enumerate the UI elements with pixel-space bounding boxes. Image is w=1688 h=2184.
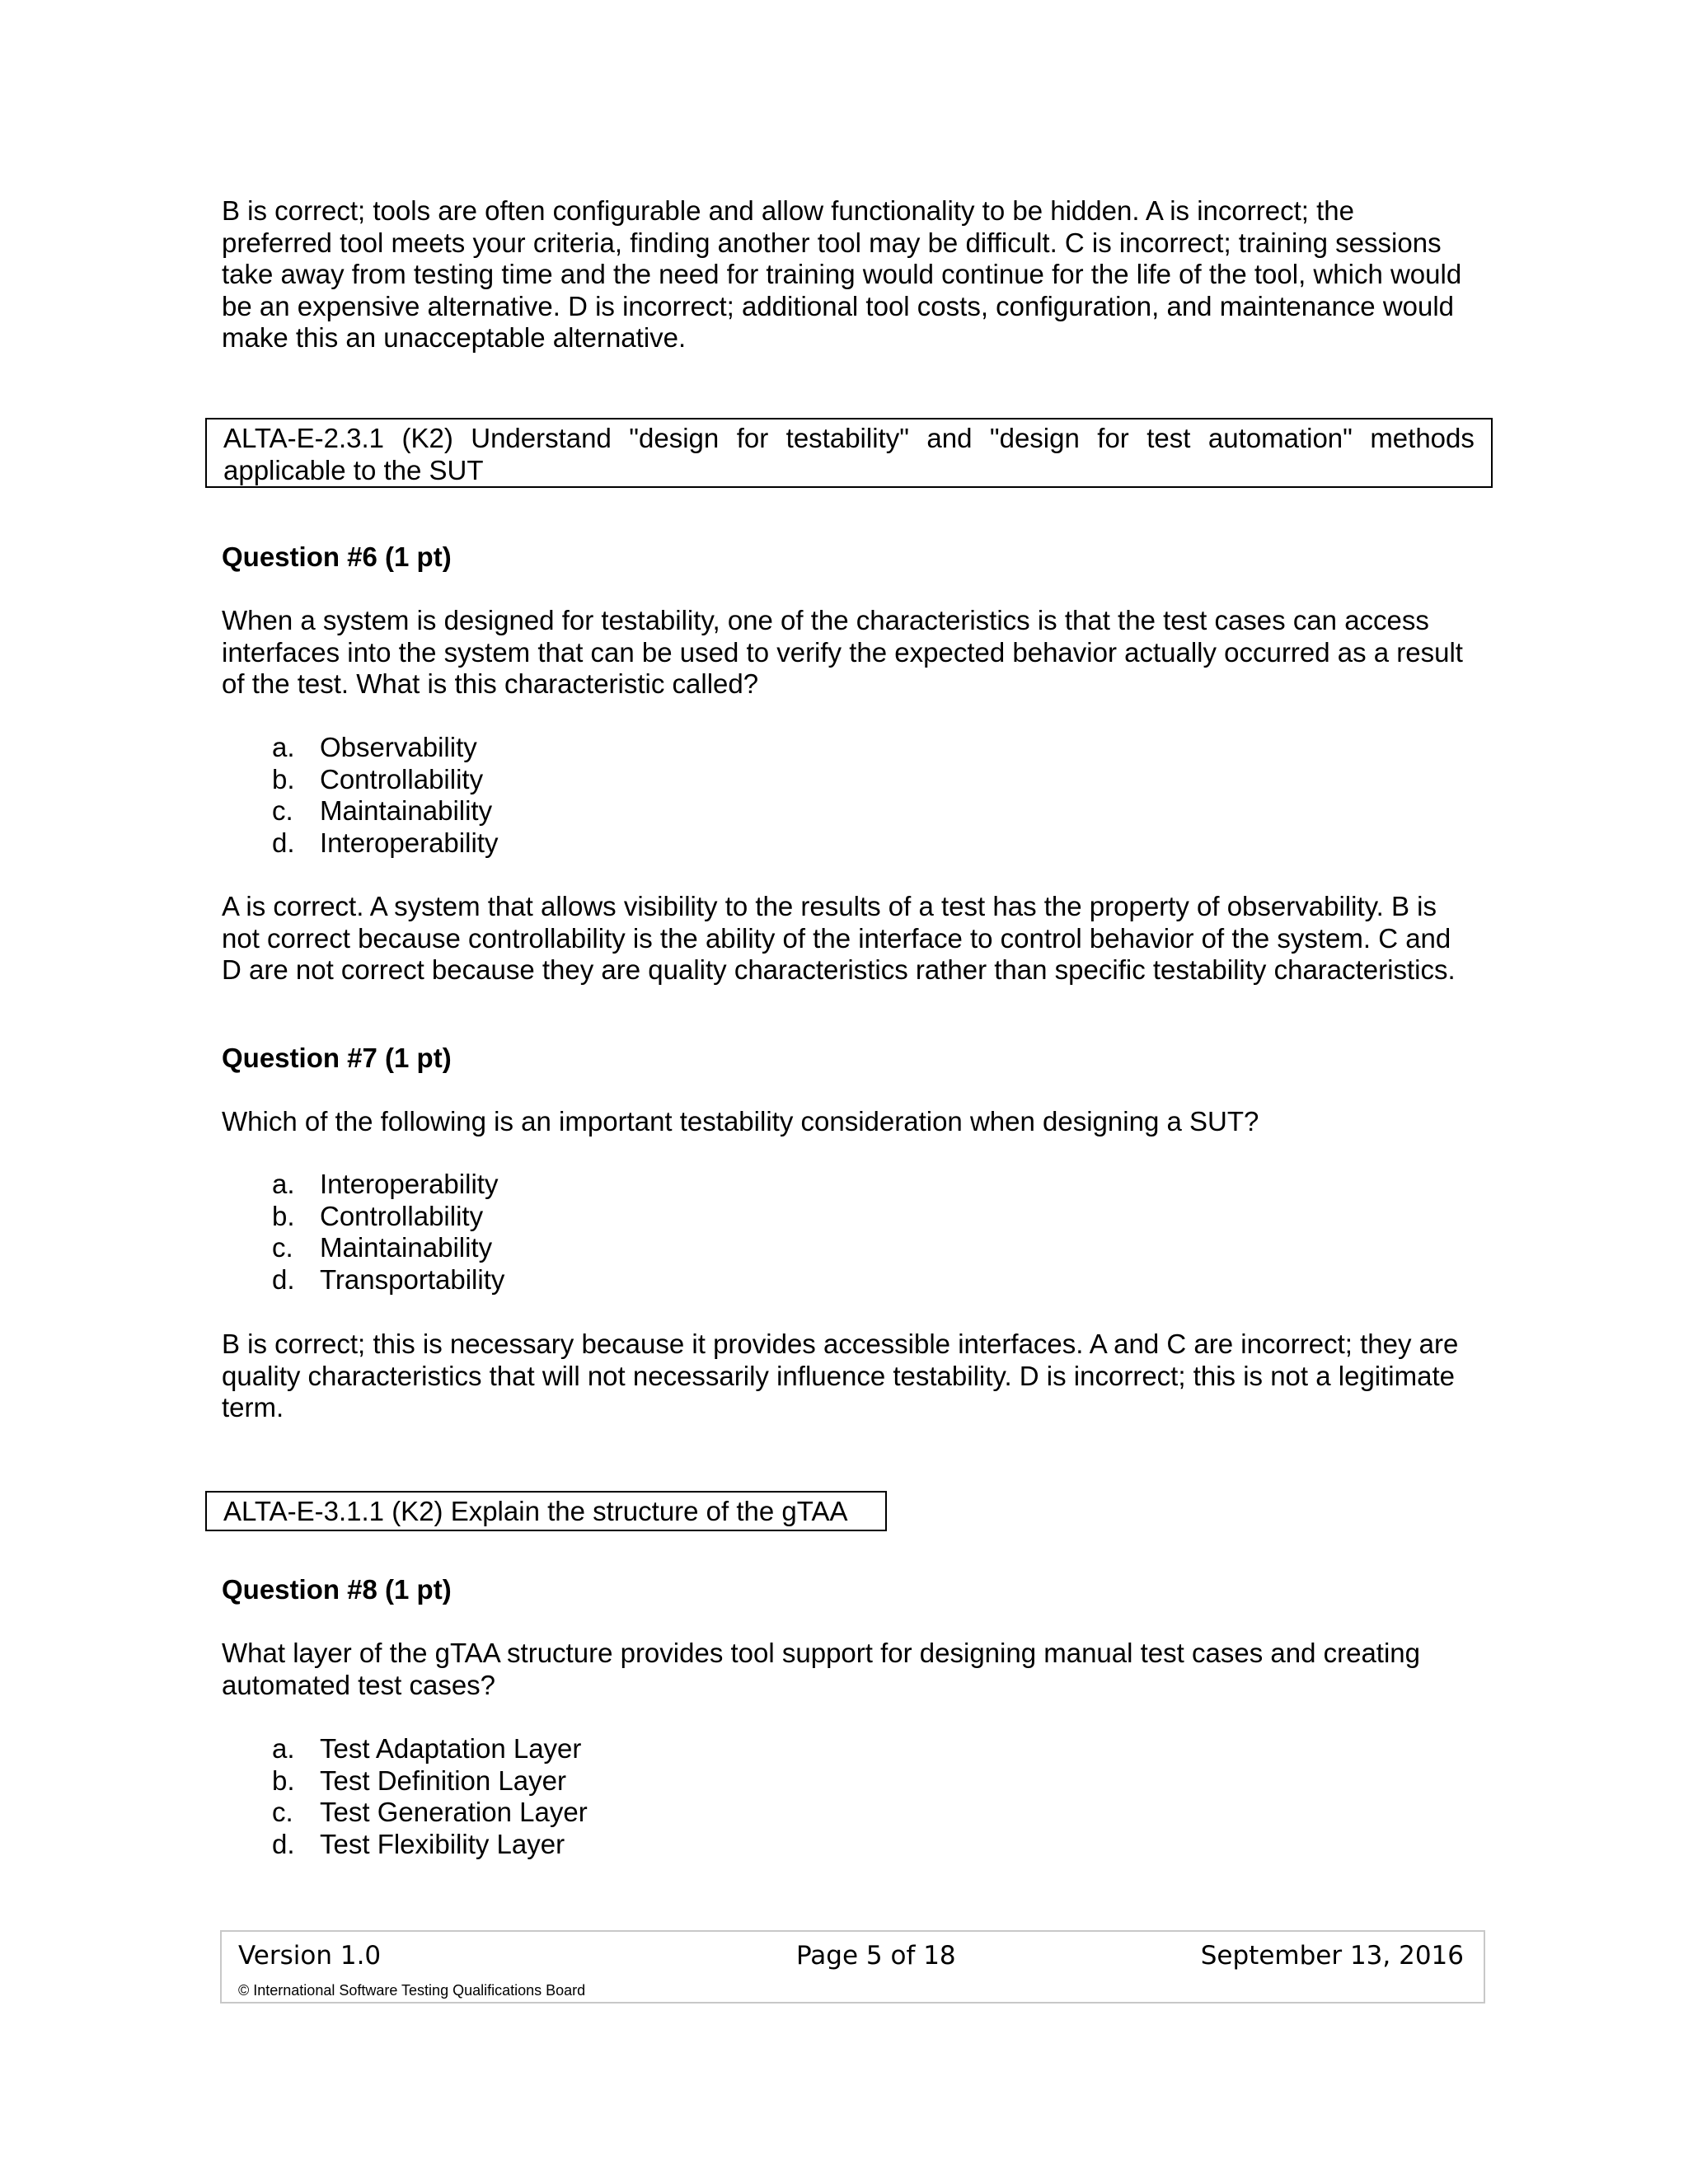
question-6-explanation [222, 891, 1483, 987]
option-letter: c. [272, 795, 293, 826]
option-letter: a. [272, 1169, 295, 1199]
intro-explanation [222, 195, 1483, 354]
text-line: quality characteristics that will not necessarily influence testability. D is incorrect; this is not a legitimate [222, 1360, 1456, 1391]
text-line: automated test cases? [222, 1669, 496, 1700]
text-line: A is correct. A system that allows visibility to the results of a test has the property of observability. B is [222, 891, 1437, 921]
option-letter: c. [272, 1797, 293, 1827]
option-letter: b. [272, 763, 295, 794]
objective-word: Understand [471, 423, 612, 453]
question-8-stem [222, 1638, 1483, 1701]
option-letter: b. [272, 1765, 295, 1796]
option-text: Controllability [320, 1200, 484, 1231]
text-line: not correct because controllability is the ability of the interface to control behavior of the system. C and [222, 922, 1451, 954]
option-text: Test Adaptation Layer [320, 1733, 582, 1764]
option-letter: d. [272, 827, 295, 858]
question-8-options [272, 1733, 588, 1860]
objective-word: for [1097, 423, 1129, 453]
question-7-title: Question #7 (1 pt) [222, 1043, 452, 1073]
objective-word: automation" [1207, 423, 1353, 453]
text-line: of the test. What is this characteristic called? [222, 668, 759, 699]
option-letter: c. [272, 1232, 293, 1263]
answer-option [272, 1765, 588, 1797]
option-text: Test Definition Layer [320, 1765, 566, 1796]
text-line: Which of the following is an important testability consideration when designing a SUT? [222, 1106, 1259, 1137]
option-text: Interoperability [320, 827, 499, 858]
option-text: Observability [320, 732, 477, 762]
answer-option [272, 827, 498, 860]
objective-word: "design [629, 423, 720, 453]
objective-line-2: applicable to the SUT [223, 454, 484, 485]
objective-word: test [1146, 423, 1191, 453]
answer-option [272, 1201, 504, 1233]
objective-word: for [736, 423, 769, 453]
option-text: Maintainability [320, 1232, 493, 1263]
objective-id: ALTA-E-2.3.1 [223, 423, 385, 453]
answer-option [272, 1797, 588, 1829]
answer-option [272, 795, 498, 827]
option-letter: d. [272, 1263, 295, 1295]
answer-option [272, 1232, 504, 1264]
text-line: B is correct; tools are often configurable and allow functionality to be hidden. A is incorrect; the [222, 195, 1354, 226]
question-8-title: Question #8 (1 pt) [222, 1574, 452, 1605]
objective-word: testability" [785, 423, 909, 453]
question-7-stem [222, 1106, 1483, 1138]
question-6-title: Question #6 (1 pt) [222, 541, 452, 572]
answer-option [272, 764, 498, 796]
question-7-options [272, 1169, 504, 1296]
footer-date: September 13, 2016 [1200, 1941, 1464, 1971]
text-line: What layer of the gTAA structure provides tool support for designing manual test cases and creating [222, 1638, 1420, 1668]
question-6-options [272, 732, 498, 859]
option-text: Maintainability [320, 795, 493, 826]
option-text: Interoperability [320, 1169, 499, 1199]
footer-copyright: © International Software Testing Qualifications Board [238, 1982, 586, 1999]
question-6-stem [222, 605, 1483, 701]
question-7-explanation [222, 1329, 1483, 1424]
answer-option [272, 1733, 588, 1765]
text-line: make this an unacceptable alternative. [222, 322, 687, 353]
footer-page-number: Page 5 of 18 [796, 1941, 956, 1971]
footer-row [222, 1932, 1484, 1980]
text-line: When a system is designed for testability, one of the characteristics is that the test cases can access [222, 605, 1429, 635]
text-line: preferred tool meets your criteria, finding another tool may be difficult. C is incorrect; training sessions [222, 227, 1442, 258]
objective-line-1 [223, 423, 1475, 455]
objective-level: (K2) [401, 423, 453, 453]
text-line: interfaces into the system that can be used to verify the expected behavior actually occurred as a result [222, 636, 1463, 668]
text-line: B is correct; this is necessary because it provides accessible interfaces. A and C are incorrect; they are [222, 1329, 1459, 1359]
text-line: term. [222, 1392, 284, 1422]
answer-option [272, 1169, 504, 1201]
option-text: Test Flexibility Layer [320, 1828, 565, 1859]
option-letter: a. [272, 732, 295, 762]
text-line: be an expensive alternative. D is incorrect; additional tool costs, configuration, and maintenance would [222, 290, 1455, 321]
answer-option [272, 1829, 588, 1861]
text-line: take away from testing time and the need for training would continue for the life of the tool, which would [222, 259, 1462, 289]
answer-option [272, 732, 498, 764]
learning-objective-box [205, 418, 1493, 488]
text-line: D are not correct because they are quality characteristics rather than specific testability characteristics. [222, 954, 1456, 985]
objective-word: and [926, 423, 973, 453]
objective-word: methods [1370, 423, 1475, 453]
answer-option [272, 1264, 504, 1296]
learning-objective-box: ALTA-E-3.1.1 (K2) Explain the structure of the gTAA [205, 1491, 887, 1531]
option-letter: b. [272, 1200, 295, 1231]
option-text: Test Generation Layer [320, 1797, 588, 1827]
option-text: Transportability [320, 1263, 505, 1295]
option-letter: a. [272, 1733, 295, 1764]
footer-version: Version 1.0 [238, 1941, 382, 1971]
page-footer [220, 1930, 1485, 2004]
option-text: Controllability [320, 763, 484, 794]
objective-word: "design [989, 423, 1080, 453]
option-letter: d. [272, 1828, 295, 1859]
